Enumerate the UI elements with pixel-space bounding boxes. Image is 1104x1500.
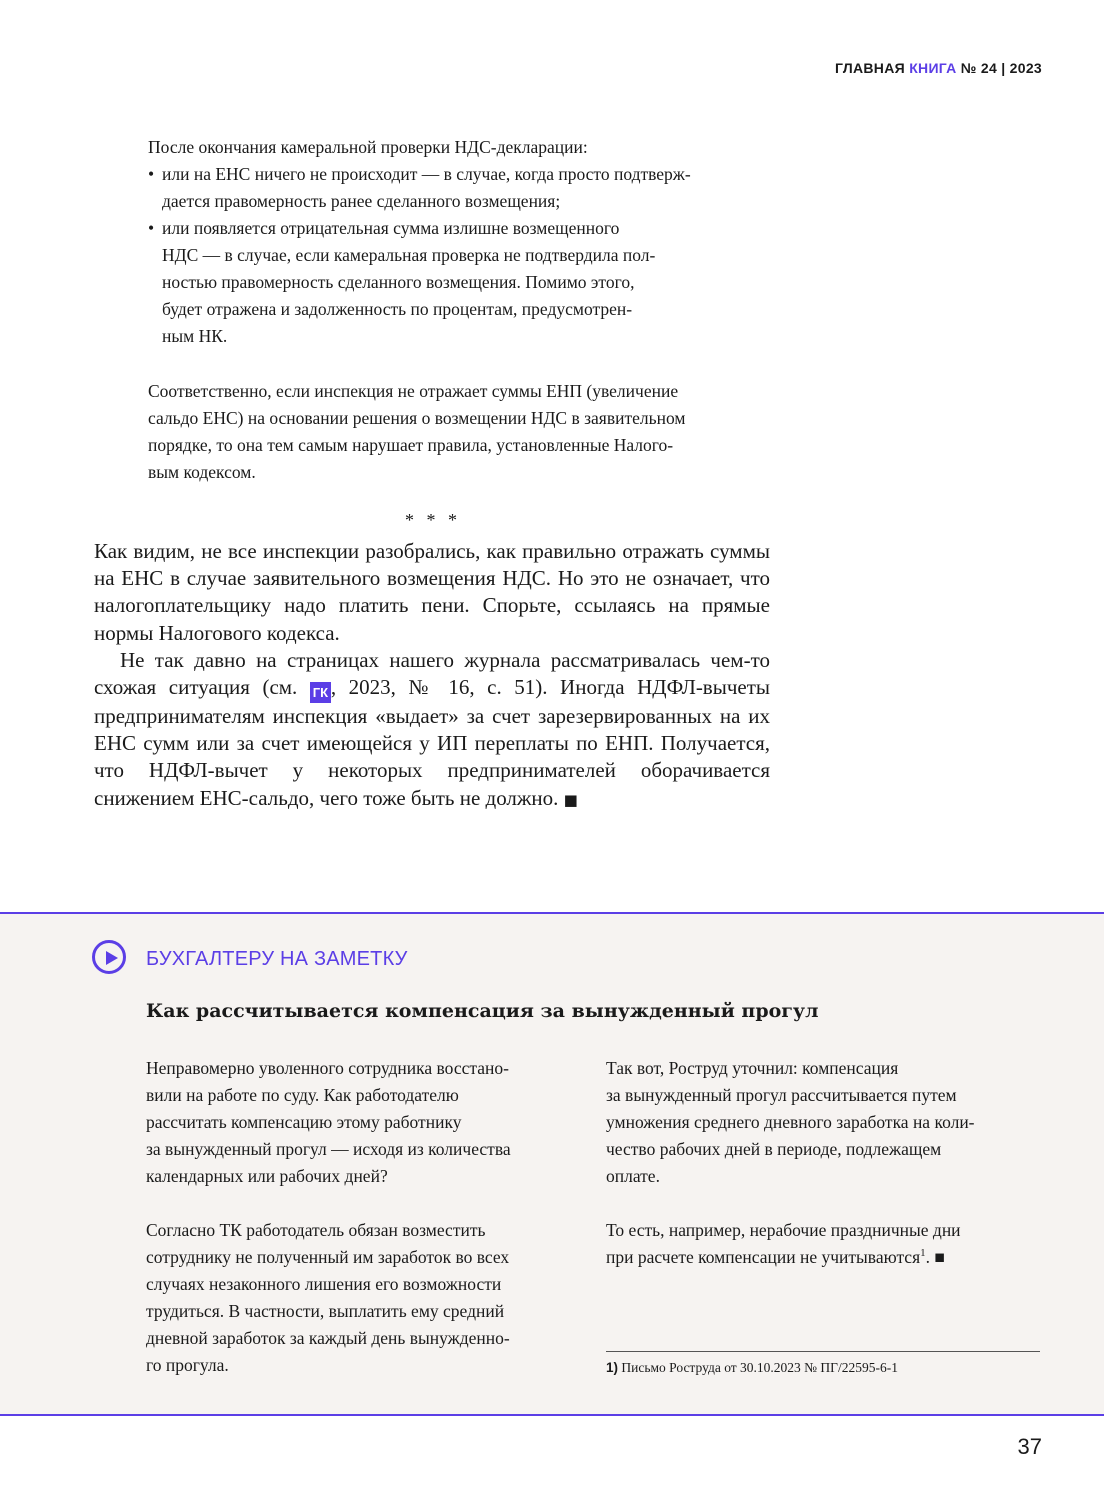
bullet-list [148, 161, 778, 350]
note-right-column [606, 1055, 1042, 1298]
page-number: 37 [1017, 1434, 1042, 1459]
note-paragraph: Неправомерно уволенного сотрудника восстано- вили на работе по суду. Как работодателю рассчитать компенсацию этому работнику за вынужденный прогул — исходя из количества календарных или рабочих дней? [146, 1058, 511, 1186]
boxed-intro: После окончания камеральной проверки НДС-декларации: [148, 137, 588, 157]
gk-logo-icon: ГК [310, 682, 331, 703]
running-header [835, 60, 1042, 76]
section-divider: * * * [405, 510, 461, 530]
brand-part1: ГЛАВНАЯ [834, 60, 905, 76]
boxed-conclusion: Соответственно, если инспекция не отражает суммы ЕНП (увеличение сальдо ЕНС) на основании решения о возмещении НДС в заявительном порядке, то она тем самым нарушает правила, установленные Налого- вым кодексом. [148, 381, 686, 482]
note-paragraph: Согласно ТК работодатель обязан возместить сотруднику не полученный им заработок во всех случаях незаконного лишения его возможности трудиться. В частности, выплатить ему средний дневной заработок за каждый день вынужденно- го прогула. [146, 1220, 510, 1375]
accountant-note-box [0, 912, 1104, 1416]
note-title: Как рассчитывается компенсация за вынужденный прогул [146, 1000, 819, 1022]
brand-part2: КНИГА [909, 60, 957, 76]
end-mark: ■ [563, 790, 578, 809]
play-icon [92, 940, 126, 974]
footnote-divider [606, 1351, 1040, 1352]
footnote-ref: 1 [920, 1247, 926, 1260]
main-text [94, 538, 770, 814]
note-left-column [146, 1055, 586, 1406]
paragraph-1: Как видим, не все инспекции разобрались, как правильно отражать суммы на ЕНС в случае заявительного возмещения НДС. Но это не означает, что налогоплательщику надо платить пени. Спорьте, ссылаясь на прямые нормы Налогового кодекса. [94, 539, 770, 645]
note-paragraph: То есть, например, нерабочие праздничные дни при расчете компенсации не учитываются$^1$. ■ [606, 1220, 961, 1267]
note-label: БУХГАЛТЕРУ НА ЗАМЕТКУ [146, 948, 408, 970]
note-paragraph: Так вот, Роструд уточнил: компенсация за вынужденный прогул рассчитывается путем умножения среднего дневного заработка на коли- чество рабочих дней в периоде, подлежащем оплате. [606, 1058, 975, 1186]
highlighted-passage [148, 134, 778, 350]
issue-number: № 24 | 2023 [960, 60, 1042, 76]
footnote: 1) Письмо Роструда от 30.10.2023 № ПГ/22595-6-1 [606, 1360, 898, 1375]
bullet-item: • или появляется отрицательная сумма излишне возмещенного НДС — в случае, если камеральная проверка не подтвердила пол- ностью правомерность сделанного возмещения. Помимо этого, будет отражена и задолженность по процентам, предусмотрен- ным НК. [148, 215, 778, 350]
bullet-item: • или на ЕНС ничего не происходит — в случае, когда просто подтверж- дается правомерность ранее сделанного возмещения; [148, 161, 778, 215]
paragraph-2: Не так давно на страницах нашего журнала рассматривалась чем-то схожая ситуация (см. ГК , 2023, № 16, с. 51). Иногда НДФЛ-вычеты предпринимателям инспекция «выдает» за счет зарезервированных на их ЕНС сумм или за счет имеющейся у ИП переплаты по ЕНП. Получается, что НДФЛ-вычет у некоторых предпринимателей оборачивается снижением ЕНС-сальдо, чего тоже быть не должно. ■ [94, 647, 771, 810]
